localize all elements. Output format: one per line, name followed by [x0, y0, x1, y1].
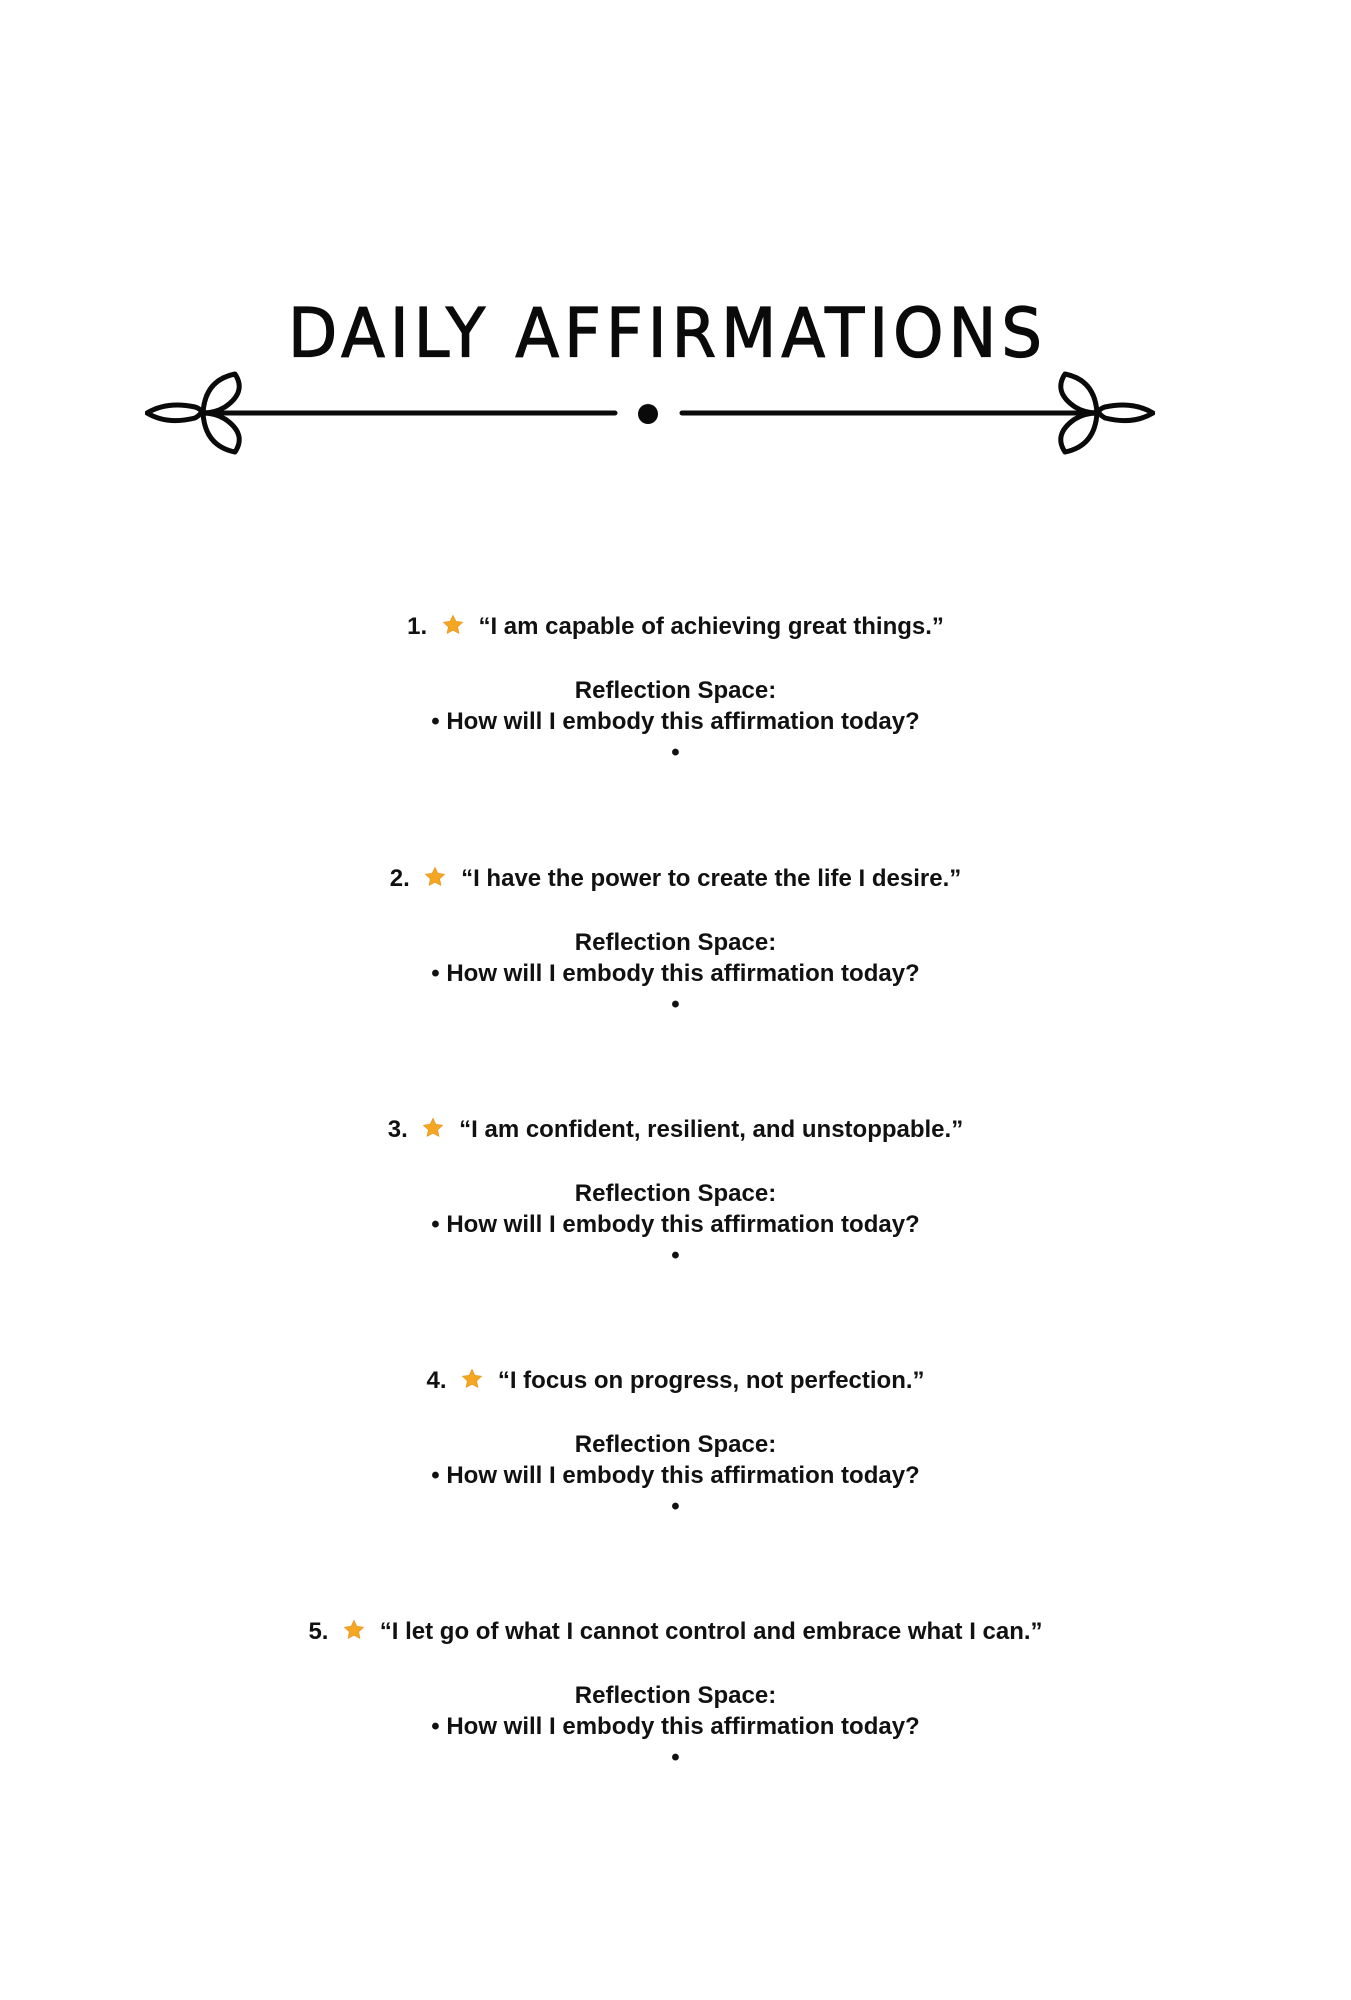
reflection-label: Reflection Space: [574, 677, 777, 704]
page-title [0, 294, 1351, 374]
affirmation-line [0, 1115, 1351, 1145]
affirmation-block-2 [0, 864, 1351, 1020]
affirmation-text: “I am capable of achieving great things.” [478, 613, 944, 640]
star-icon [343, 1619, 365, 1641]
affirmation-block-3 [0, 1115, 1351, 1271]
star-icon [442, 614, 464, 636]
affirmation-text: “I am confident, resilient, and unstoppable.” [459, 1116, 964, 1143]
affirmation-text: “I let go of what I cannot control and embrace what I can.” [379, 1618, 1043, 1645]
affirmation-line [0, 612, 1351, 642]
reflection-blank-bullet: • [671, 991, 680, 1018]
affirmation-text: “I have the power to create the life I desire.” [461, 865, 962, 892]
reflection-label: Reflection Space: [574, 929, 777, 956]
affirmation-line [0, 1366, 1351, 1396]
reflection-label: Reflection Space: [574, 1180, 777, 1207]
affirmation-number: 2. [389, 865, 410, 892]
reflection-label: Reflection Space: [574, 1682, 777, 1709]
page-title-text: DAILY AFFIRMATIONS [287, 294, 1048, 374]
affirmation-block-1 [0, 612, 1351, 768]
reflection-question: • How will I embody this affirmation today? [431, 1211, 920, 1238]
affirmation-line [0, 864, 1351, 894]
reflection-question: • How will I embody this affirmation today? [431, 960, 920, 987]
affirmation-line [0, 1617, 1351, 1647]
affirmation-number: 1. [407, 613, 428, 640]
reflection-question: • How will I embody this affirmation today? [431, 708, 920, 735]
affirmation-number: 5. [308, 1618, 329, 1645]
star-icon [422, 1117, 444, 1139]
affirmation-number: 3. [387, 1116, 408, 1143]
affirmation-number: 4. [426, 1367, 447, 1394]
reflection-blank-bullet: • [671, 1744, 680, 1771]
reflection-blank-bullet: • [671, 1242, 680, 1269]
reflection-blank-bullet: • [671, 1493, 680, 1520]
affirmation-block-4 [0, 1366, 1351, 1522]
reflection-question: • How will I embody this affirmation today? [431, 1713, 920, 1740]
affirmation-block-5 [0, 1617, 1351, 1773]
reflection-blank-bullet: • [671, 739, 680, 766]
star-icon [461, 1368, 483, 1390]
affirmation-text: “I focus on progress, not perfection.” [497, 1367, 925, 1394]
star-icon [424, 866, 446, 888]
reflection-question: • How will I embody this affirmation today? [431, 1462, 920, 1489]
leaf-divider-icon [145, 362, 1155, 462]
reflection-label: Reflection Space: [574, 1431, 777, 1458]
